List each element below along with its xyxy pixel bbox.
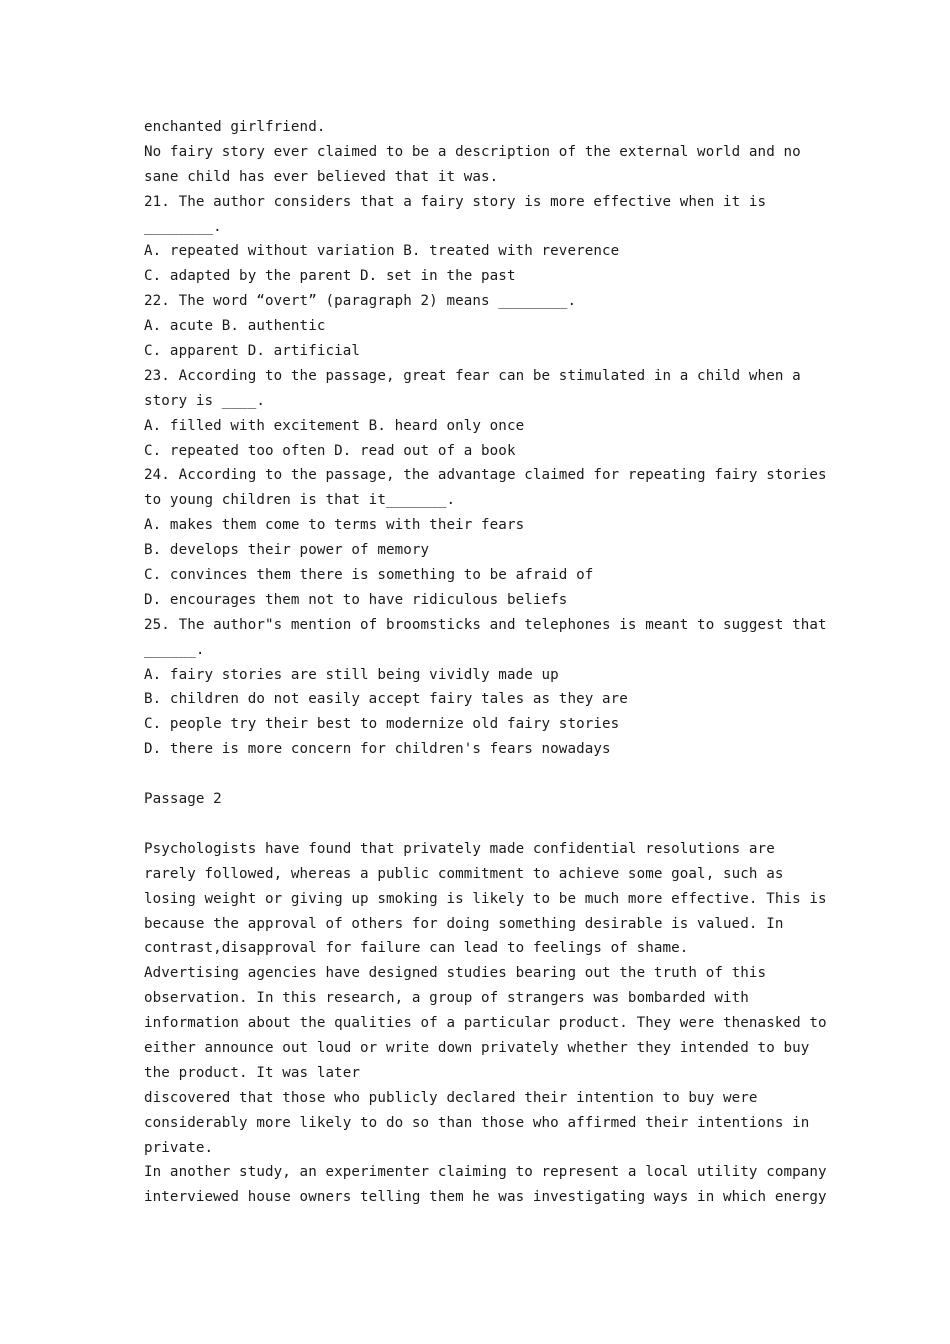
question-22-options-ab: A. acute B. authentic <box>144 318 326 335</box>
passage-text-line: In another study, an experimenter claiming to represent a local utility company <box>144 1164 827 1181</box>
question-21-options-cd: C. adapted by the parent D. set in the past <box>144 268 516 285</box>
question-24-option-d: D. encourages them not to have ridiculous beliefs <box>144 591 568 608</box>
question-23-cont: story is ____. <box>144 392 265 409</box>
question-24-option-c: C. convinces them there is something to be afraid of <box>144 567 594 584</box>
question-23: 23. According to the passage, great fear can be stimulated in a child when a <box>144 367 801 384</box>
passage-text-line: observation. In this research, a group of strangers was bombarded with <box>144 990 749 1007</box>
passage-text-line: interviewed house owners telling them he was investigating ways in which energy <box>144 1189 827 1206</box>
question-23-options-ab: A. filled with excitement B. heard only once <box>144 417 525 434</box>
passage-text-line: private. <box>144 1139 214 1156</box>
question-25-option-b: B. children do not easily accept fairy tales as they are <box>144 691 628 708</box>
text-line: sane child has ever believed that it was. <box>144 168 499 185</box>
question-24-option-a: A. makes them come to terms with their fears <box>144 517 525 534</box>
passage-text-line: the product. It was later <box>144 1064 361 1081</box>
question-25: 25. The author"s mention of broomsticks and telephones is meant to suggest that <box>144 616 827 633</box>
blank-line <box>144 762 814 787</box>
document-page <box>144 115 827 1210</box>
question-22: 22. The word “overt” (paragraph 2) means ________. <box>144 293 577 310</box>
passage-text-line: rarely followed, whereas a public commitment to achieve some goal, such as <box>144 865 784 882</box>
passage-heading: Passage 2 <box>144 791 222 808</box>
text-line: enchanted girlfriend. <box>144 119 326 135</box>
passage-text-line: because the approval of others for doing something desirable is valued. In <box>144 915 784 932</box>
blank-line <box>144 812 814 837</box>
question-25-option-d: D. there is more concern for children's fears nowadays <box>144 741 611 758</box>
passage-text-line: Advertising agencies have designed studies bearing out the truth of this <box>144 965 767 982</box>
text-line: No fairy story ever claimed to be a description of the external world and no <box>144 143 801 160</box>
question-25-option-c: C. people try their best to modernize old fairy stories <box>144 716 620 733</box>
question-21: 21. The author considers that a fairy story is more effective when it is <box>144 193 767 210</box>
question-24-cont: to young children is that it_______. <box>144 492 456 509</box>
passage-text-line: considerably more likely to do so than those who affirmed their intentions in <box>144 1114 810 1131</box>
question-21-options-ab: A. repeated without variation B. treated with reverence <box>144 243 620 260</box>
question-24-option-b: B. develops their power of memory <box>144 542 430 559</box>
passage-text-line: discovered that those who publicly declared their intention to buy were <box>144 1089 758 1106</box>
passage-text-line: contrast,disapproval for failure can lead to feelings of shame. <box>144 940 689 957</box>
question-23-options-cd: C. repeated too often D. read out of a book <box>144 442 516 459</box>
question-22-options-cd: C. apparent D. artificial <box>144 343 361 360</box>
passage-text-line: information about the qualities of a particular product. They were thenasked to <box>144 1015 827 1032</box>
question-21-blank: ________. <box>144 218 222 235</box>
question-25-option-a: A. fairy stories are still being vividly made up <box>144 666 559 683</box>
passage-text-line: either announce out loud or write down privately whether they intended to buy <box>144 1039 810 1056</box>
passage-text-line: Psychologists have found that privately made confidential resolutions are <box>144 840 775 857</box>
passage-text-line: losing weight or giving up smoking is likely to be much more effective. This is <box>144 890 827 907</box>
question-25-blank: ______. <box>144 641 205 658</box>
question-24: 24. According to the passage, the advantage claimed for repeating fairy stories <box>144 467 827 484</box>
